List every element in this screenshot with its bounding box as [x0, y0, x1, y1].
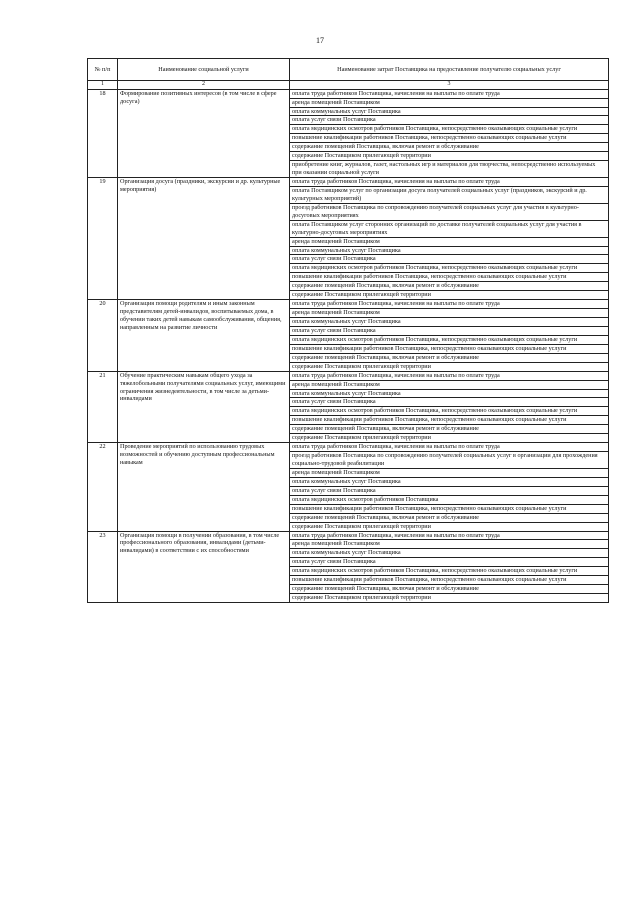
table-row [88, 371, 609, 380]
cost-item: оплата коммунальных услуг Поставщика [290, 477, 609, 486]
service-number: 23 [88, 531, 118, 603]
cost-item: оплата услуг связи Поставщика [290, 255, 609, 264]
service-number: 19 [88, 178, 118, 300]
cost-item: содержание помещений Поставщика, включая ремонт и обслуживание [290, 143, 609, 152]
service-name: Обучение практическим навыкам общего ухода за тяжелобольными получателями социальных услуг, имеющими ограничения жизнедеятельности, в том числе за детьми-инвалидами [118, 371, 290, 443]
table-row [88, 443, 609, 452]
cost-item: повышение квалификации работников Поставщика, непосредственно оказывающих социальные услуги [290, 504, 609, 513]
column-number-3: 3 [290, 81, 609, 90]
cost-item: аренда помещений Поставщиком [290, 309, 609, 318]
cost-item: оплата медицинских осмотров работников Поставщика [290, 495, 609, 504]
cost-item: аренда помещений Поставщиком [290, 380, 609, 389]
service-name: Организация помощи в получении образования, в том числе профессионального образования, инвалидами (детьми-инвалидами) в соответствии с их способностями [118, 531, 290, 603]
cost-item: оплата коммунальных услуг Поставщика [290, 107, 609, 116]
service-name: Проведение мероприятий по использованию трудовых возможностей и обучению доступным профессиональным навыкам [118, 443, 290, 531]
cost-item: оплата медицинских осмотров работников Поставщика, непосредственно оказывающих социальные услуги [290, 125, 609, 134]
cost-item: повышение квалификации работников Поставщика, непосредственно оказывающих социальные услуги [290, 344, 609, 353]
cost-item: содержание помещений Поставщика, включая ремонт и обслуживание [290, 585, 609, 594]
service-number: 20 [88, 300, 118, 372]
cost-item: аренда помещений Поставщиком [290, 540, 609, 549]
cost-item: оплата Поставщиком услуг сторонних организаций по доставке получателей социальных услуг для участия в культурно-досуговых мероприятиях [290, 220, 609, 237]
service-number: 18 [88, 89, 118, 177]
cost-item: проезд работников Поставщика по сопровождению получателей социальных услуг для участия в культурно-досуговых мероприятиях [290, 203, 609, 220]
cost-item: оплата медицинских осмотров работников Поставщика, непосредственно оказывающих социальные услуги [290, 335, 609, 344]
table-row [88, 300, 609, 309]
cost-item: содержание помещений Поставщика, включая ремонт и обслуживание [290, 282, 609, 291]
header-number: № п/п [88, 59, 118, 81]
cost-item: оплата медицинских осмотров работников Поставщика, непосредственно оказывающих социальные услуги [290, 407, 609, 416]
cost-item: содержание Поставщиком прилегающей территории [290, 594, 609, 603]
cost-item: оплата коммунальных услуг Поставщика [290, 246, 609, 255]
cost-item: оплата коммунальных услуг Поставщика [290, 549, 609, 558]
table-row [88, 89, 609, 98]
cost-item: оплата услуг связи Поставщика [290, 398, 609, 407]
cost-item: оплата коммунальных услуг Поставщика [290, 318, 609, 327]
cost-item: оплата услуг связи Поставщика [290, 116, 609, 125]
cost-item: содержание помещений Поставщика, включая ремонт и обслуживание [290, 425, 609, 434]
cost-item: оплата услуг связи Поставщика [290, 486, 609, 495]
service-name: Формирование позитивных интересов (в том числе в сфере досуга) [118, 89, 290, 177]
cost-item: оплата коммунальных услуг Поставщика [290, 389, 609, 398]
service-number: 21 [88, 371, 118, 443]
cost-item: оплата медицинских осмотров работников Поставщика, непосредственно оказывающих социальные услуги [290, 264, 609, 273]
column-number-2: 2 [118, 81, 290, 90]
cost-item: оплата услуг связи Поставщика [290, 558, 609, 567]
cost-item: аренда помещений Поставщиком [290, 468, 609, 477]
service-name: Организация помощи родителям и иным законным представителям детей-инвалидов, воспитываемых дома, в обучении таких детей навыкам самообслуживания, общения, направленным на развитие личности [118, 300, 290, 372]
table-row [88, 178, 609, 187]
cost-item: оплата труда работников Поставщика, начисления на выплаты по оплате труда [290, 443, 609, 452]
cost-item: повышение квалификации работников Поставщика, непосредственно оказывающих социальные услуги [290, 416, 609, 425]
cost-item: повышение квалификации работников Поставщика, непосредственно оказывающих социальные услуги [290, 576, 609, 585]
cost-item: оплата медицинских осмотров работников Поставщика, непосредственно оказывающих социальные услуги [290, 567, 609, 576]
page-number: 17 [316, 36, 324, 45]
cost-item: содержание Поставщиком прилегающей территории [290, 362, 609, 371]
cost-item: повышение квалификации работников Поставщика, непосредственно оказывающих социальные услуги [290, 134, 609, 143]
cost-item: оплата труда работников Поставщика, начисления на выплаты по оплате труда [290, 531, 609, 540]
service-name: Организация досуга (праздники, экскурсии и др. культурные мероприятия) [118, 178, 290, 300]
services-table [87, 58, 609, 603]
cost-item: содержание помещений Поставщика, включая ремонт и обслуживание [290, 513, 609, 522]
cost-item: оплата труда работников Поставщика, начисления на выплаты по оплате труда [290, 178, 609, 187]
table-body [88, 89, 609, 602]
cost-item: оплата Поставщиком услуг по организации досуга получателей социальных услуг (праздников, экскурсий и др. культурных мероприятий) [290, 186, 609, 203]
cost-item: оплата труда работников Поставщика, начисления на выплаты по оплате труда [290, 300, 609, 309]
cost-item: оплата труда работников Поставщика, начисления на выплаты по оплате труда [290, 371, 609, 380]
column-number-1: 1 [88, 81, 118, 90]
header-costs: Наименование затрат Поставщика на предоставление получателю социальных услуг [290, 59, 609, 81]
cost-item: повышение квалификации работников Поставщика, непосредственно оказывающих социальные услуги [290, 273, 609, 282]
header-service-name: Наименование социальной услуги [118, 59, 290, 81]
cost-item: содержание Поставщиком прилегающей территории [290, 152, 609, 161]
cost-item: содержание помещений Поставщика, включая ремонт и обслуживание [290, 353, 609, 362]
cost-item: содержание Поставщиком прилегающей территории [290, 434, 609, 443]
table-row [88, 531, 609, 540]
cost-item: оплата услуг связи Поставщика [290, 326, 609, 335]
service-number: 22 [88, 443, 118, 531]
cost-item: содержание Поставщиком прилегающей территории [290, 522, 609, 531]
cost-item: оплата труда работников Поставщика, начисления на выплаты по оплате труда [290, 89, 609, 98]
cost-item: проезд работников Поставщика по сопровождению получателей социальных услуг в организации для прохождения социально-трудовой реабилитации [290, 452, 609, 469]
cost-item: аренда помещений Поставщиком [290, 237, 609, 246]
cost-item: приобретение книг, журналов, газет, настольных игр и материалов для творчества, непосредственно используемых при оказании социальной услуги [290, 161, 609, 178]
cost-item: содержание Поставщиком прилегающей территории [290, 291, 609, 300]
cost-item: аренда помещений Поставщиком [290, 98, 609, 107]
